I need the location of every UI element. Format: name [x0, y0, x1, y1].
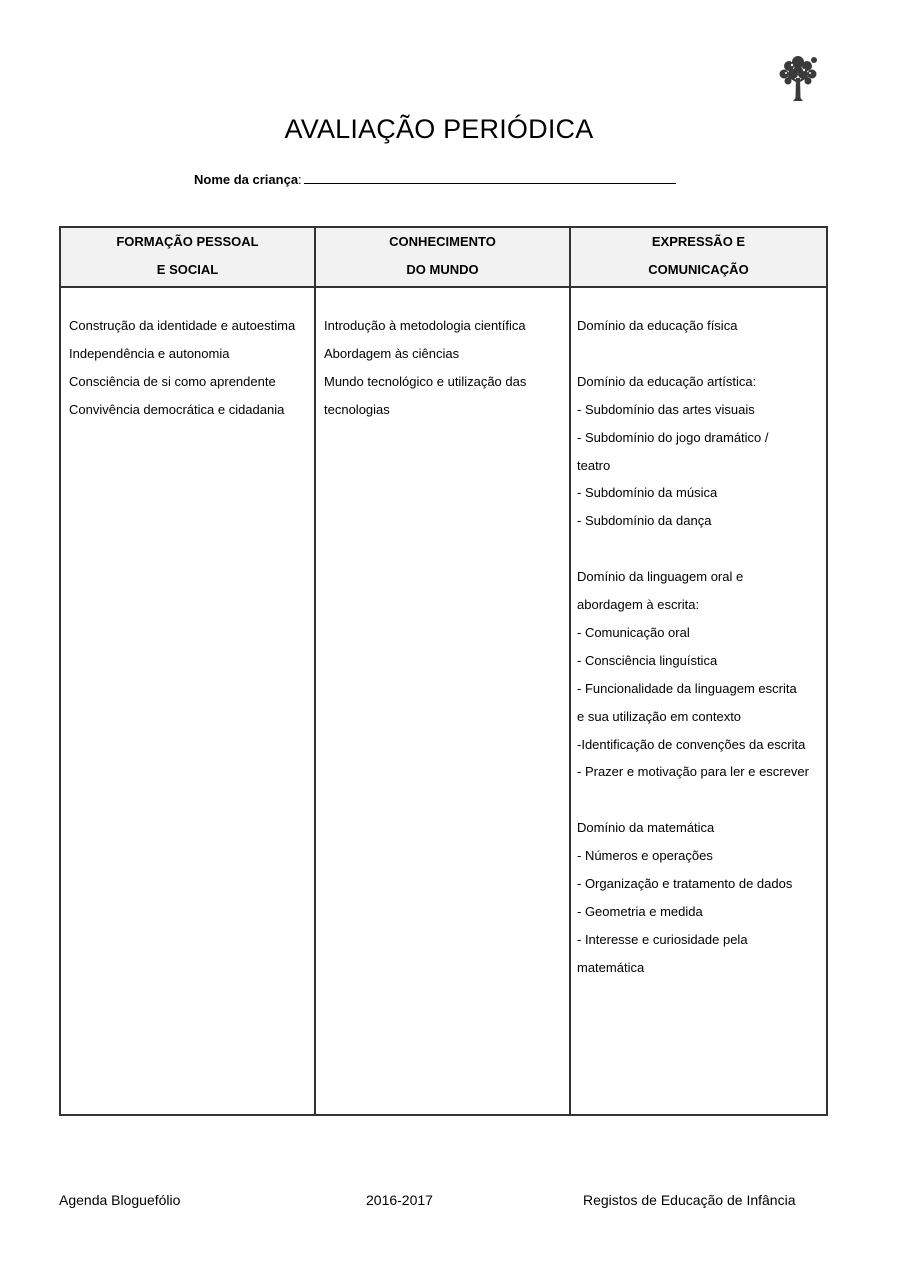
list-item: abordagem à escrita:	[577, 597, 700, 613]
child-name-blank[interactable]	[304, 171, 676, 184]
header-world-knowledge	[315, 227, 570, 287]
header-expression-communication	[570, 227, 827, 287]
list-item: - Números e operações	[577, 848, 713, 864]
column-expression-communication	[570, 287, 827, 1115]
header-line: DO MUNDO	[406, 262, 479, 277]
list-item: - Comunicação oral	[577, 624, 690, 640]
child-name-colon: :	[298, 172, 302, 187]
footer-center: 2016-2017	[366, 1192, 433, 1208]
list-item: - Interesse e curiosidade pela	[577, 931, 748, 947]
list-item: Domínio da educação física	[577, 318, 738, 333]
list-item: - Funcionalidade da linguagem escrita	[577, 680, 797, 696]
list-item	[577, 535, 826, 563]
header-line: COMUNICAÇÃO	[648, 262, 749, 277]
list-item: - Subdomínio da música	[577, 485, 718, 501]
list-item: Domínio da matemática	[577, 820, 715, 836]
list-item	[577, 340, 826, 368]
footer-left: Agenda Bloguefólio	[59, 1192, 181, 1208]
list-item: Domínio da linguagem oral e	[577, 569, 744, 585]
header-line: E SOCIAL	[156, 262, 219, 277]
list-item: - Geometria e medida	[577, 903, 703, 919]
list-item: - Prazer e motivação para ler e escrever	[577, 764, 809, 780]
list-item: Mundo tecnológico e utilização das	[324, 373, 527, 389]
tree-logo-icon	[776, 52, 820, 104]
header-line: FORMAÇÃO PESSOAL	[116, 234, 259, 249]
evaluation-table	[59, 226, 828, 1116]
list-item: Abordagem às ciências	[324, 345, 460, 361]
header-personal-social	[60, 227, 315, 287]
list-item: Introdução à metodologia científica	[324, 318, 526, 333]
list-item: -Identificação de convenções da escrita	[577, 736, 806, 752]
list-item: e sua utilização em contexto	[577, 708, 742, 724]
header-line: EXPRESSÃO E	[651, 234, 746, 249]
list-item: Consciência de si como aprendente	[69, 373, 276, 389]
list-item: Construção da identidade e autoestima	[69, 318, 296, 333]
footer-right: Registos de Educação de Infância	[583, 1192, 796, 1208]
list-item: Domínio da educação artística:	[577, 373, 757, 389]
list-item: matemática	[577, 959, 645, 975]
list-item: - Consciência linguística	[577, 652, 718, 668]
list-item: teatro	[577, 457, 611, 473]
list-item: - Subdomínio das artes visuais	[577, 401, 755, 417]
column-personal-social	[60, 287, 315, 1115]
list-item: - Subdomínio do jogo dramático /	[577, 429, 769, 445]
header-line: CONHECIMENTO	[389, 234, 496, 249]
list-item: tecnologias	[324, 401, 390, 417]
list-item: Convivência democrática e cidadania	[69, 401, 285, 417]
child-name-field	[194, 171, 676, 187]
list-item: - Organização e tratamento de dados	[577, 876, 793, 892]
column-world-knowledge	[315, 287, 570, 1115]
list-item	[577, 786, 826, 814]
list-item: Independência e autonomia	[69, 345, 230, 361]
list-item: - Subdomínio da dança	[577, 513, 712, 529]
page-title: AVALIAÇÃO PERIÓDICA	[284, 114, 594, 144]
child-name-label: Nome da criança	[194, 172, 299, 187]
